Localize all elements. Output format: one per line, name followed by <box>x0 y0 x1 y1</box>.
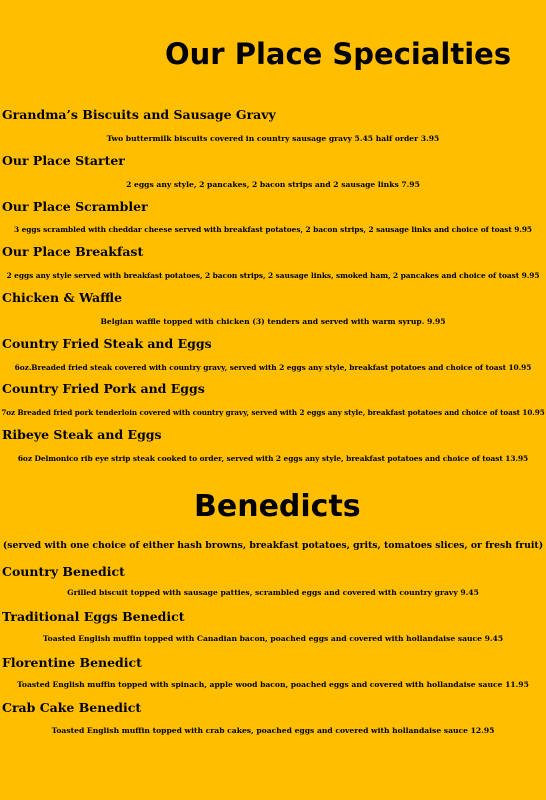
benedicts-title: Benedicts <box>194 489 361 524</box>
menu-item-description: 6oz.Breaded fried steak covered with country gravy, served with 2 eggs any style, breakfast potatoes and choice of toast 10.95 <box>14 363 532 372</box>
menu-item-description: Belgian waffle topped with chicken (3) tenders and served with warm syrup. 9.95 <box>100 317 446 326</box>
menu-item-name: Our Place Starter <box>2 153 125 168</box>
menu-item-name: Chicken & Waffle <box>2 290 123 305</box>
menu-item-name: Florentine Benedict <box>2 655 142 670</box>
menu-item-description: Toasted English muffin topped with Canadian bacon, poached eggs and covered with hollandaise sauce 9.45 <box>42 634 504 643</box>
menu-item-name: Crab Cake Benedict <box>2 700 142 715</box>
menu-item-name: Country Benedict <box>2 564 125 579</box>
menu-item-name: Our Place Breakfast <box>2 244 144 259</box>
menu-item-name: Grandma’s Biscuits and Sausage Gravy <box>2 107 276 122</box>
menu-item-name: Traditional Eggs Benedict <box>2 609 185 624</box>
menu-item-description: Toasted English muffin topped with crab cakes, poached eggs and covered with hollandaise sauce 12.95 <box>51 726 495 735</box>
menu-item-name: Ribeye Steak and Eggs <box>2 427 162 442</box>
menu-item-description: 6oz Delmonico rib eye strip steak cooked to order, served with 2 eggs any style, breakfast potatoes and choice of toast 13.95 <box>17 454 529 463</box>
menu-item-description: Toasted English muffin topped with spinach, apple wood bacon, poached eggs and covered with hollandaise sauce 11.95 <box>17 680 529 689</box>
menu-item-description: Grilled biscuit topped with sausage patties, scrambled eggs and covered with country gravy 9.45 <box>67 588 479 597</box>
menu-item-description: 2 eggs any style served with breakfast potatoes, 2 bacon strips, 2 sausage links, smoked ham, 2 pancakes and choice of toast 9.95 <box>6 271 540 280</box>
menu-item-name: Country Fried Pork and Eggs <box>2 381 205 396</box>
menu-item-description: Two buttermilk biscuits covered in country sausage gravy 5.45 half order 3.95 <box>106 134 440 143</box>
menu-item-name: Our Place Scrambler <box>2 199 148 214</box>
menu-item-description: 3 eggs scrambled with cheddar cheese served with breakfast potatoes, 2 bacon strips, 2 sausage links and choice of toast 9.95 <box>13 225 533 234</box>
menu-item-name: Country Fried Steak and Eggs <box>2 336 212 351</box>
specialties-title: Our Place Specialties <box>165 37 512 71</box>
benedicts-side-note: (served with one choice of either hash browns, breakfast potatoes, grits, tomatoes slices, or fresh fruit) <box>2 540 544 551</box>
menu-item-description: 2 eggs any style, 2 pancakes, 2 bacon strips and 2 sausage links 7.95 <box>126 180 420 189</box>
menu-item-description: 7oz Breaded fried pork tenderloin covered with country gravy, served with 2 eggs any style, breakfast potatoes and choice of toast 10.95 <box>1 408 545 417</box>
